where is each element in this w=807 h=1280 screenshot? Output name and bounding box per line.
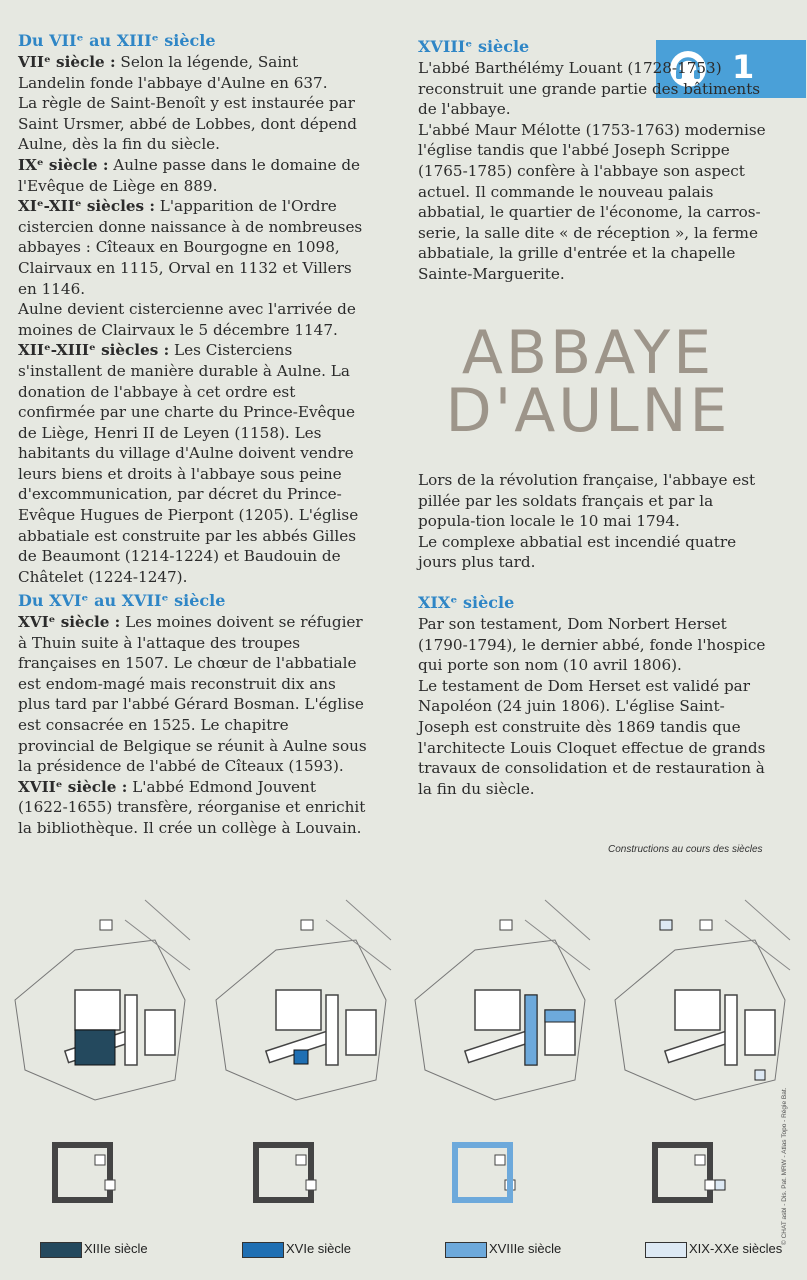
legend-item <box>645 1238 795 1260</box>
paragraph: VIIᵉ siècle : Selon la légende, Saint Landelin fonde l'abbaye d'Aulne en 637. <box>18 53 328 92</box>
paragraph: L'abbé Barthélémy Louant (1728-1753) reconstruit une grande partie des bâtiments de l'abbaye. <box>418 59 761 119</box>
paragraph: XVIIᵉ siècle : L'abbé Edmond Jouvent (1622-1655) transfère, réorganise et enrichit la bibliothèque. Il crée un collège à Louvain. <box>18 777 366 837</box>
legend-item <box>242 1238 382 1260</box>
site-plan-16th-century <box>206 880 396 1230</box>
legend-swatch <box>645 1242 687 1258</box>
section-heading: XIXᵉ siècle <box>418 593 515 612</box>
legend-swatch <box>40 1242 82 1258</box>
page-title-line2: D'AULNE <box>445 376 731 446</box>
credit-text: © CHAT asbl - Dis. Pat. MRW - Atlas Topo - Régie Bat. <box>781 1087 788 1245</box>
section-7th-13th-century <box>18 30 370 587</box>
legend-item <box>40 1238 180 1260</box>
paragraph: XIIᵉ-XIIIᵉ siècles : Les Cisterciens s'installent de manière durable à Aulne. La donation de l'abbaye à cet ordre est confirmée par une charte du Prince-Evêque de Liège, Henri II de Leyen (1158). Les habitants du village d'Aulne doivent vendre leurs biens et droits à l'abbaye sous peine d'excommunication, par décret du Prince-Evêque Hugues de Pierpont (1205). L'église abbatiale est construite par les abbés Gilles de Beaumont (1214-1224) et Baudouin de Châtelet (1224-1247). <box>18 341 359 586</box>
legend-label: XVIIIe siècle <box>489 1241 562 1256</box>
paragraph: Aulne devient cistercienne avec l'arrivée de moines de Clairvaux le 5 décembre 1147. <box>18 300 356 339</box>
legend-swatch <box>445 1242 487 1258</box>
site-plan-13th-century <box>5 880 195 1230</box>
section-revolution <box>418 470 770 573</box>
paragraph: Le complexe abbatial est incendié quatre jours plus tard. <box>418 532 737 572</box>
paragraph: Le testament de Dom Herset est validé par Napoléon (24 juin 1806). L'église Saint-Joseph est construite dès 1869 tandis que l'architecte Louis Cloquet effectue de grands travaux de consolidation et de restauration à la fin du siècle. <box>418 676 766 798</box>
paragraph: XIᵉ-XIIᵉ siècles : L'apparition de l'Ordre cistercien donne naissance à de nombreuses abbayes : Cîteaux en Bourgogne en 1098, Clairvaux en 1115, Orval en 1132 et Villers en 1146. <box>18 197 363 298</box>
paragraph: IXᵉ siècle : Aulne passe dans le domaine de l'Evêque de Liège en 889. <box>18 155 361 195</box>
section-heading: XVIIIᵉ siècle <box>418 37 530 56</box>
paragraph: Lors de la révolution française, l'abbaye est pillée par les soldats français et par la popula-tion locale le 10 mai 1794. <box>418 471 756 531</box>
page-title-line1: ABBAYE <box>461 318 715 388</box>
legend-label: XIX-XXe siècles <box>689 1241 783 1256</box>
section-18th-century <box>418 36 770 285</box>
paragraph: La règle de Saint-Benoît y est instaurée par Saint Ursmer, abbé de Lobbes, dont dépend Aulne, dès la fin du siècle. <box>18 94 357 154</box>
legend-swatch <box>242 1242 284 1258</box>
paragraph: Par son testament, Dom Norbert Herset (1790-1794), le dernier abbé, fonde l'hospice qui porte son nom (10 avril 1806). <box>418 615 766 675</box>
site-plan-19th-20th-century <box>605 880 795 1230</box>
section-heading: Du XVIᵉ au XVIIᵉ siècle <box>18 591 226 610</box>
site-plan-18th-century <box>405 880 595 1230</box>
legend-label: XIIIe siècle <box>84 1241 148 1256</box>
section-heading: Du VIIᵉ au XIIIᵉ siècle <box>18 31 216 50</box>
section-19th-century <box>418 592 770 799</box>
paragraph: XVIᵉ siècle : Les moines doivent se réfugier à Thuin suite à l'attaque des troupes françaises en 1507. Le chœur de l'abbatiale est endom-magé mais reconstruit dix ans plus tard par l'abbé Gérard Bosman. L'église est consacrée en 1525. Le chapitre provincial de Belgique se réunit à Aulne sous la présidence de l'abbé de Cîteaux (1593). <box>18 613 367 776</box>
section-16th-17th-century <box>18 590 370 839</box>
badge-number: 1 <box>732 48 755 86</box>
paragraph: L'abbé Maur Mélotte (1753-1763) modernise l'église tandis que l'abbé Joseph Scrippe (1765-1785) confère à l'abbaye son aspect actuel. Il commande le nouveau palais abbatial, le quartier de l'économe, la carros-serie, la salle dite « de réception », la ferme abbatiale, la grille d'entrée et la chapelle Sainte-Marguerite. <box>418 120 766 283</box>
maps-caption: Constructions au cours des siècles <box>608 844 763 855</box>
legend-item <box>445 1238 585 1260</box>
legend-label: XVIe siècle <box>286 1241 352 1256</box>
